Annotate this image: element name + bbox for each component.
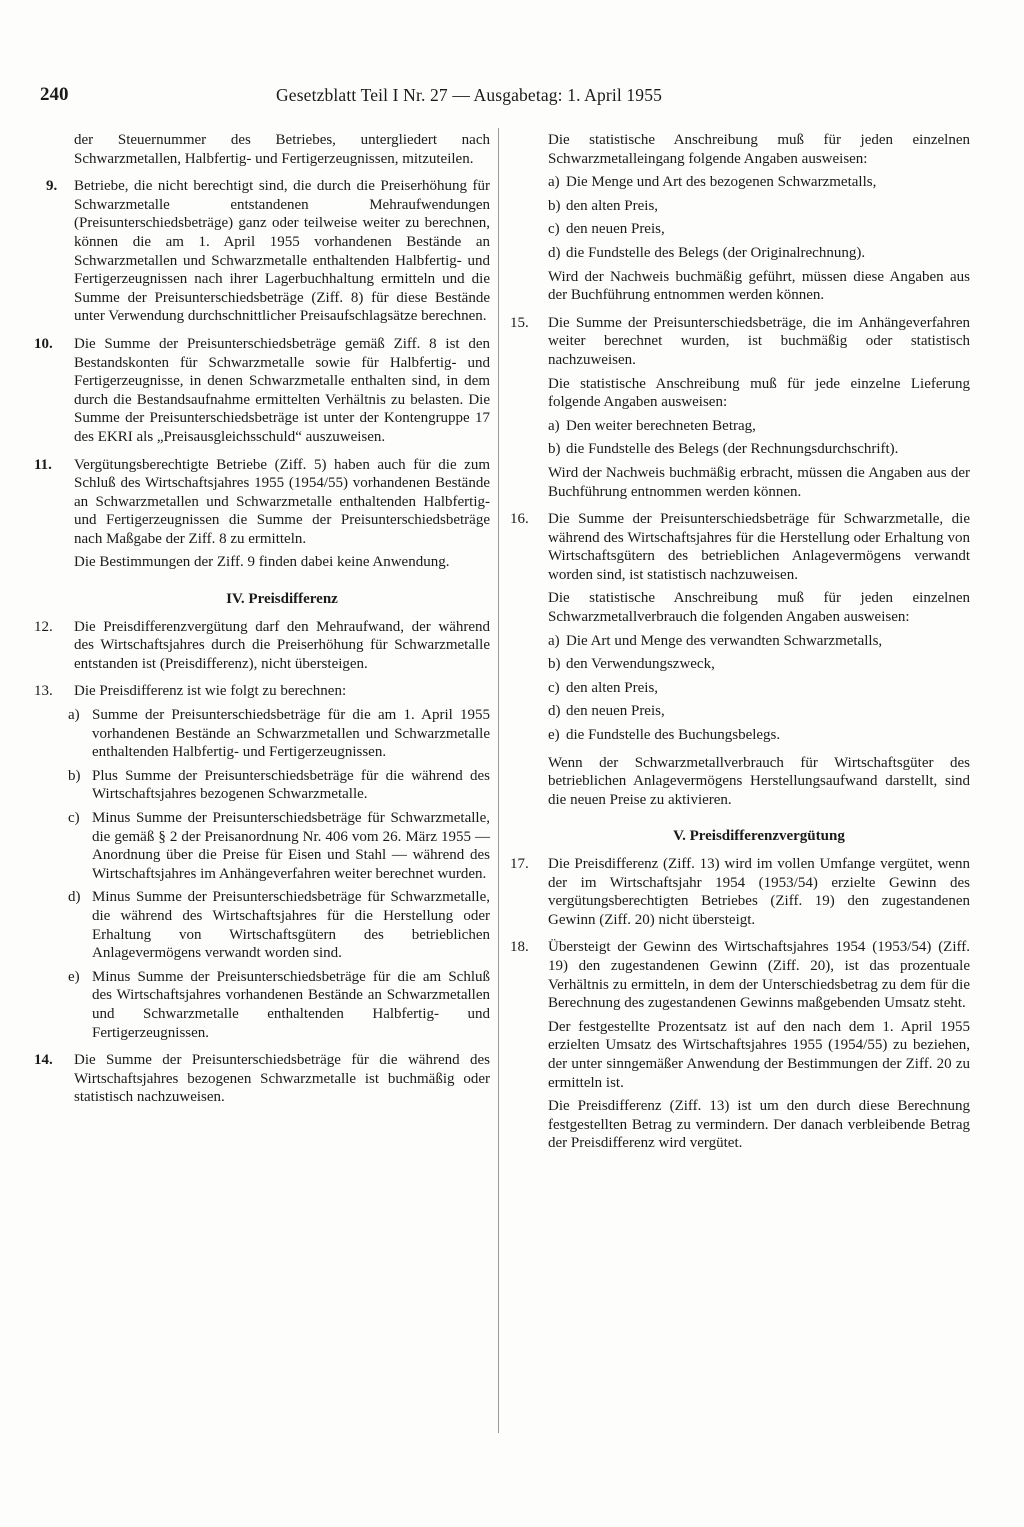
list-text: die Fundstelle des Belegs (der Rechnungsdurchschrift).	[566, 441, 899, 458]
paragraph-12	[34, 618, 490, 674]
paragraph-8-continuation: der Steuernummer des Betriebes, untergliedert nach Schwarzmetallen, Halbfertig- und Fertigerzeugnissen, mitzuteilen.	[74, 132, 490, 167]
section-heading-v: V. Preisdifferenzvergütung	[673, 828, 845, 845]
paragraph-number: 10.	[34, 335, 53, 352]
list-item	[510, 173, 970, 192]
list-label: a)	[68, 707, 80, 724]
paragraph-10	[34, 335, 490, 447]
paragraph-number: 12.	[34, 618, 53, 635]
list-label: a)	[548, 174, 560, 191]
paragraph-15-statistics: Die statistische Anschreibung muß für jede einzelne Lieferung folgende Angaben ausweisen:	[548, 375, 970, 411]
list-text: Die Menge und Art des bezogenen Schwarzmetalls,	[566, 174, 877, 191]
paragraph-text: Vergütungsberechtigte Betriebe (Ziff. 5) haben auch für die zum Schluß des Wirtschaftsjahres 1955 (1954/55) vorhandenen Bestände an Schwarzmetallen und Schwarzmetalle enthaltenden Halbfertig- und Fertigerzeugnissen die Summe der Preisunterschiedsbeträge nach Maßgabe der Ziff. 8 zu ermitteln.	[74, 456, 490, 547]
paragraph-text: Die Preisdifferenzvergütung darf den Mehraufwand, der während des Wirtschaftsjahres durch die Preiserhöhung für Schwarzmetalle entstanden ist (Preisdifferenz), nicht übersteigen.	[74, 618, 490, 672]
paragraph-15	[510, 314, 970, 370]
list-label: e)	[68, 968, 80, 985]
paragraph-text: Die Summe der Preisunterschiedsbeträge, die im Anhängeverfahren weiter berechnet wurden, ist buchmäßig oder statistisch nachzuweisen.	[548, 314, 970, 368]
list-text: Minus Summe der Preisunterschiedsbeträge für Schwarzmetalle, die während des Wirtschaftsjahres für die Herstellung oder Erhaltung von Wirtschaftsgütern des betrieblichen Anlagevermögens verwandt worden sind.	[92, 889, 490, 962]
list-label: a)	[548, 417, 560, 434]
paragraph-18	[510, 938, 970, 1012]
paragraph-16-statistics: Die statistische Anschreibung muß für jeden einzelnen Schwarzmetallverbrauch die folgenden Angaben ausweisen:	[548, 590, 970, 626]
list-label: a)	[548, 632, 560, 649]
paragraph-18-reduction: Die Preisdifferenz (Ziff. 13) ist um den durch diese Berechnung festgestellten Betrag zu vermindern. Der danach verbleibende Betrag der Preisdifferenz wird vergütet.	[548, 1098, 970, 1152]
paragraph-11-note: Die Bestimmungen der Ziff. 9 finden dabei keine Anwendung.	[74, 554, 450, 571]
list-item	[34, 968, 490, 1042]
paragraph-number: 9.	[46, 178, 58, 195]
list-text: den neuen Preis,	[566, 221, 665, 238]
list-item	[34, 888, 490, 962]
paragraph-number: 15.	[510, 314, 529, 331]
list-item	[510, 679, 970, 698]
list-label: c)	[68, 810, 80, 826]
column-divider	[498, 128, 499, 1433]
list-text: Minus Summe der Preisunterschiedsbeträge für Schwarzmetalle, die gemäß § 2 der Preisanordnung Nr. 406 vom 26. März 1955 — Anordnung über die Preise für Eisen und Stahl — während des Wirtschaftsjahres im Anhängeverfahren weiter berechnet wurden.	[92, 810, 490, 882]
list-label: b)	[548, 656, 561, 673]
paragraph-text: Übersteigt der Gewinn des Wirtschaftsjahres 1954 (1953/54) (Ziff. 19) den zugestandenen Gewinn (Ziff. 20), ist das prozentuale Verhältnis zu ermitteln, in dem der Unterschiedsbetrag zu dem für die Berechnung des zugestandenen Gewinns maßgebenden Umsatz steht.	[548, 939, 970, 1012]
paragraph-number: 13.	[34, 683, 53, 700]
list-text: Minus Summe der Preisunterschiedsbeträge für die am Schluß des Wirtschaftsjahres vorhandenen Bestände an Schwarzmetallen und Schwarzmetalle enthaltenden Halbfertig- und Fertigerzeugnissen.	[92, 968, 490, 1041]
list-item	[510, 220, 970, 239]
list-item	[510, 417, 970, 436]
list-item	[510, 702, 970, 721]
paragraph-text: Die Preisdifferenz (Ziff. 13) wird im vollen Umfange vergütet, wenn der im Wirtschaftsjahr 1954 (1953/54) erzielte Gewinn des vergütungsberechtigten Betriebes (Ziff. 19) den zugestandenen Gewinn (Ziff. 20) nicht übersteigt.	[548, 856, 970, 928]
left-column	[34, 131, 490, 1107]
list-label: d)	[548, 703, 561, 720]
list-text: die Fundstelle des Buchungsbelegs.	[566, 727, 781, 744]
list-item	[510, 244, 970, 263]
paragraph-text: Betriebe, die nicht berechtigt sind, die durch die Preiserhöhung für Schwarzmetalle entstandenen Mehraufwendungen (Preisunterschiedsbeträge) ganz oder teilweise weiter zu berechnen, können die am 1. April 1955 vorhandenen Bestände an Schwarzmetallen und Schwarzmetalle enthaltenden Halbfertig- und Fertigerzeugnissen nach ihrer Lagerbuchhaltung ermitteln und die Summe der Preisunterschiedsbeträge (Ziff. 8) für diese Bestände unter Verwendung durchschnittlicher Preisaufschlagsätze berechnen.	[74, 178, 490, 325]
list-label: d)	[68, 889, 81, 906]
paragraph-text: Die Preisdifferenz ist wie folgt zu berechnen:	[74, 683, 347, 700]
paragraph-14-note: Wird der Nachweis buchmäßig geführt, müssen diese Angaben aus der Buchführung entnommen werden können.	[548, 268, 970, 304]
list-item	[510, 197, 970, 216]
paragraph-number: 14.	[34, 1052, 53, 1069]
list-text: Plus Summe der Preisunterschiedsbeträge für die während des Wirtschaftsjahres bezogenen Schwarzmetalle.	[92, 767, 490, 803]
list-label: c)	[548, 221, 560, 238]
list-label: b)	[68, 767, 81, 784]
right-column	[510, 131, 970, 1153]
list-text: Die Art und Menge des verwandten Schwarzmetalls,	[566, 632, 883, 649]
paragraph-text: Die Summe der Preisunterschiedsbeträge für Schwarzmetalle, die während des Wirtschaftsjahres für die Herstellung oder Erhaltung von Wirtschaftsgütern des betrieblichen Anlagevermögens verwandt worden sind, ist statistisch nachzuweisen.	[548, 511, 970, 583]
gazette-title: Gesetzblatt Teil I Nr. 27 — Ausgabetag: 1. April 1955	[276, 85, 662, 105]
paragraph-text: Die Summe der Preisunterschiedsbeträge für die während des Wirtschaftsjahres bezogenen Schwarzmetalle ist buchmäßig oder statistisch nachzuweisen.	[74, 1052, 490, 1106]
paragraph-number: 17.	[510, 856, 529, 872]
list-label: b)	[548, 197, 561, 214]
page-number: 240	[40, 84, 69, 105]
paragraph-number: 18.	[510, 939, 529, 956]
list-item	[510, 632, 970, 651]
list-item	[34, 706, 490, 762]
list-label: d)	[548, 244, 561, 261]
list-item	[510, 655, 970, 674]
paragraph-11	[34, 456, 490, 549]
list-item	[510, 726, 970, 745]
paragraph-16	[510, 510, 970, 584]
paragraph-text: Die Summe der Preisunterschiedsbeträge gemäß Ziff. 8 ist den Bestandskonten für Schwarzmetalle sowie für Halbfertig- und Fertigerzeugnisse, in denen Schwarzmetalle enthalten sind, in dem durch die Bestandsaufnahme ermittelten Verhältnis zu belasten. Die Summe der Preisunterschiedsbeträge ist unter der Kontengruppe 17 des EKRI als „Preisausgleichsschuld“ auszuweisen.	[74, 335, 490, 445]
list-item	[510, 440, 970, 459]
list-text: den neuen Preis,	[566, 703, 665, 720]
page-header	[36, 86, 771, 112]
paragraph-number: 11.	[34, 456, 52, 473]
paragraph-17	[510, 855, 970, 929]
paragraph-number: 16.	[510, 511, 529, 528]
paragraph-15-note: Wird der Nachweis buchmäßig erbracht, müssen die Angaben aus der Buchführung entnommen werden können.	[548, 464, 970, 500]
list-text: die Fundstelle des Belegs (der Originalrechnung).	[566, 244, 866, 261]
list-label: e)	[548, 727, 560, 744]
list-text: den alten Preis,	[566, 197, 659, 214]
paragraph-9	[34, 177, 490, 326]
paragraph-14	[34, 1051, 490, 1107]
list-item	[34, 767, 490, 804]
paragraph-13	[34, 682, 490, 701]
list-text: den Verwendungszweck,	[566, 656, 715, 673]
list-text: den alten Preis,	[566, 679, 659, 696]
section-heading-iv: IV. Preisdifferenz	[226, 591, 338, 608]
paragraph-18-percentage: Der festgestellte Prozentsatz ist auf den nach dem 1. April 1955 erzielten Umsatz des Wirtschaftsjahres 1955 (1954/55) zu beziehen, der unter sinngemäßer Anwendung der Bestimmungen der Ziff. 20 zu ermitteln ist.	[548, 1018, 970, 1091]
paragraph-16-note: Wenn der Schwarzmetallverbrauch für Wirtschaftsgüter des betrieblichen Anlagevermögens Herstellungsaufwand darstellt, sind die neuen Preise zu aktivieren.	[548, 754, 970, 808]
list-label: c)	[548, 679, 560, 696]
list-text: Summe der Preisunterschiedsbeträge für die am 1. April 1955 vorhandenen Bestände an Schwarzmetallen und Schwarzmetalle enthaltenden Halbfertig- und Fertigerzeugnissen.	[92, 707, 490, 761]
list-label: b)	[548, 441, 561, 458]
list-text: Den weiter berechneten Betrag,	[566, 417, 756, 434]
list-item	[34, 809, 490, 883]
paragraph-14-continuation: Die statistische Anschreibung muß für jeden einzelnen Schwarzmetalleingang folgende Angaben ausweisen:	[548, 132, 970, 167]
